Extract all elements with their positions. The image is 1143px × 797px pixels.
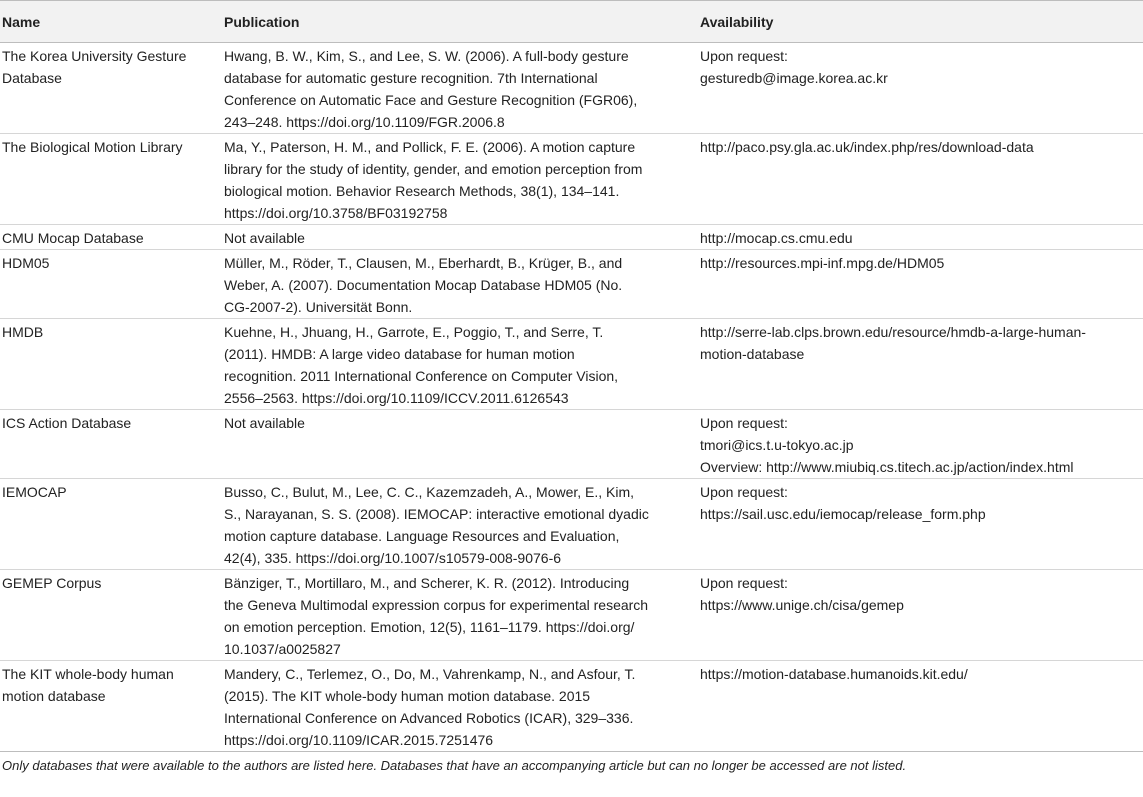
- header-name: Name: [0, 1, 222, 43]
- cell-publication: Hwang, B. W., Kim, S., and Lee, S. W. (2006). A full-body gesture database for automatic gesture recognition. 7th International Conference on Automatic Face and Gesture Recognition (FGR06), 243–248. https://doi.org/10.1109/FGR.2006.8: [222, 43, 698, 134]
- cell-name: The Korea University Gesture Database: [0, 43, 222, 134]
- table-header: [0, 1, 1143, 43]
- table-row: [0, 410, 1143, 479]
- header-publication: Publication: [222, 1, 698, 43]
- table-footnote: Only databases that were available to the authors are listed here. Databases that have an accompanying article but can no longer be accessed are not listed.: [2, 758, 907, 773]
- table-row: [0, 570, 1143, 661]
- cell-availability: http://serre-lab.clps.brown.edu/resource/hmdb-a-large-human- motion-database: [698, 319, 1143, 410]
- table-row: [0, 43, 1143, 134]
- header-row: [0, 1, 1143, 43]
- cell-availability: Upon request: gesturedb@image.korea.ac.kr: [698, 43, 1143, 134]
- cell-availability: Upon request: https://sail.usc.edu/iemocap/release_form.php: [698, 479, 1143, 570]
- table-row: [0, 319, 1143, 410]
- table-body: [0, 43, 1143, 752]
- cell-publication: Kuehne, H., Jhuang, H., Garrote, E., Poggio, T., and Serre, T. (2011). HMDB: A large video database for human motion recognition. 2011 International Conference on Computer Vision, 2556–2563. https://doi.org/10.1109/ICCV.2011.6126543: [222, 319, 698, 410]
- cell-publication: Busso, C., Bulut, M., Lee, C. C., Kazemzadeh, A., Mower, E., Kim, S., Narayanan, S. S. (2008). IEMOCAP: interactive emotional dyadic motion capture database. Language Resources and Evaluation, 42(4), 335. https://doi.org/10.1007/s10579-008-9076-6: [222, 479, 698, 570]
- cell-name: The KIT whole-body human motion database: [0, 661, 222, 752]
- cell-name: GEMEP Corpus: [0, 570, 222, 661]
- cell-availability: http://paco.psy.gla.ac.uk/index.php/res/download-data: [698, 134, 1143, 225]
- table-row: [0, 661, 1143, 752]
- header-availability: Availability: [698, 1, 1143, 43]
- cell-publication: Bänziger, T., Mortillaro, M., and Scherer, K. R. (2012). Introducing the Geneva Multimodal expression corpus for experimental research on emotion perception. Emotion, 12(5), 1161–1179. https://doi.org/ 10.1037/a0025827: [222, 570, 698, 661]
- table-row: [0, 250, 1143, 319]
- cell-availability: Upon request: https://www.unige.ch/cisa/gemep: [698, 570, 1143, 661]
- cell-name: HDM05: [0, 250, 222, 319]
- cell-availability: http://resources.mpi-inf.mpg.de/HDM05: [698, 250, 1143, 319]
- cell-name: IEMOCAP: [0, 479, 222, 570]
- cell-name: CMU Mocap Database: [0, 225, 222, 250]
- cell-name: ICS Action Database: [0, 410, 222, 479]
- cell-name: The Biological Motion Library: [0, 134, 222, 225]
- cell-publication: Not available: [222, 225, 698, 250]
- table-row: [0, 225, 1143, 250]
- cell-publication: Not available: [222, 410, 698, 479]
- cell-publication: Müller, M., Röder, T., Clausen, M., Eberhardt, B., Krüger, B., and Weber, A. (2007). Documentation Mocap Database HDM05 (No. CG-2007-2). Universität Bonn.: [222, 250, 698, 319]
- cell-publication: Mandery, C., Terlemez, O., Do, M., Vahrenkamp, N., and Asfour, T. (2015). The KIT whole-body human motion database. 2015 International Conference on Advanced Robotics (ICAR), 329–336. https://doi.org/10.1109/ICAR.2015.7251476: [222, 661, 698, 752]
- table-row: [0, 479, 1143, 570]
- cell-name: HMDB: [0, 319, 222, 410]
- table-row: [0, 134, 1143, 225]
- cell-publication: Ma, Y., Paterson, H. M., and Pollick, F. E. (2006). A motion capture library for the study of identity, gender, and emotion perception from biological motion. Behavior Research Methods, 38(1), 134–141. https://doi.org/10.3758/BF03192758: [222, 134, 698, 225]
- cell-availability: http://mocap.cs.cmu.edu: [698, 225, 1143, 250]
- cell-availability: https://motion-database.humanoids.kit.edu/: [698, 661, 1143, 752]
- cell-availability: Upon request: tmori@ics.t.u-tokyo.ac.jp Overview: http://www.miubiq.cs.titech.ac.jp/action/index.html: [698, 410, 1143, 479]
